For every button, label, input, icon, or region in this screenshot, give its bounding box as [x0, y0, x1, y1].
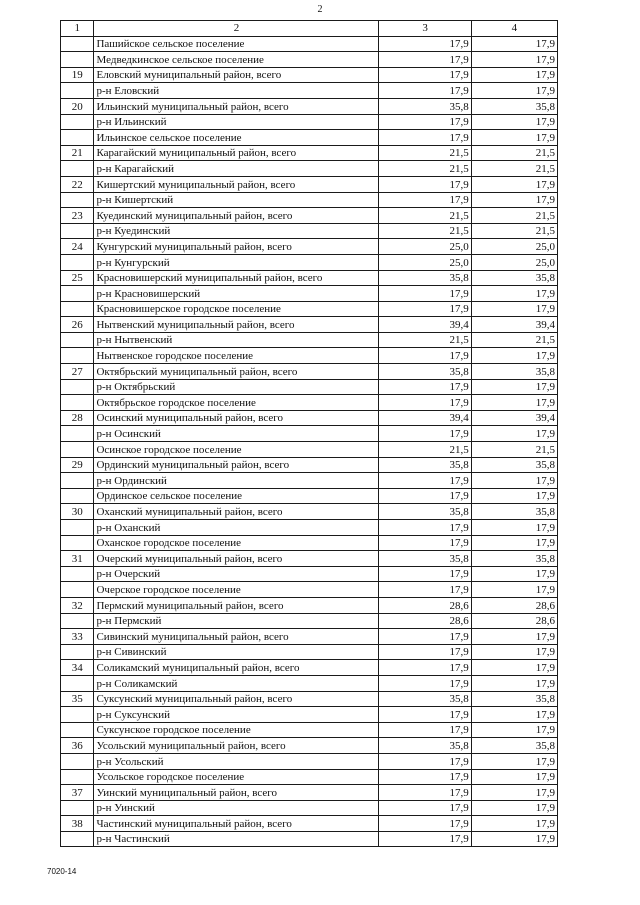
row-number — [61, 83, 94, 99]
value-col-4: 17,9 — [471, 301, 557, 317]
value-col-3: 17,9 — [379, 582, 471, 598]
value-col-4: 17,9 — [471, 785, 557, 801]
value-col-3: 28,6 — [379, 597, 471, 613]
value-col-3: 17,9 — [379, 176, 471, 192]
table-row — [61, 738, 558, 754]
table-row — [61, 208, 558, 224]
value-col-4: 17,9 — [471, 707, 557, 723]
table-row — [61, 831, 558, 847]
row-number: 24 — [61, 239, 94, 255]
table-row — [61, 675, 558, 691]
row-number — [61, 800, 94, 816]
page-number: 2 — [317, 4, 323, 15]
value-col-4: 21,5 — [471, 442, 557, 458]
row-number — [61, 223, 94, 239]
row-number — [61, 286, 94, 302]
territory-name: Оханское городское поселение — [94, 535, 379, 551]
territory-name: Суксунский муниципальный район, всего — [94, 691, 379, 707]
territory-name: р-н Пермский — [94, 613, 379, 629]
territory-name: р-н Усольский — [94, 753, 379, 769]
table-row — [61, 722, 558, 738]
value-col-4: 17,9 — [471, 800, 557, 816]
table-row — [61, 566, 558, 582]
row-number — [61, 130, 94, 146]
value-col-3: 17,9 — [379, 52, 471, 68]
value-col-4: 17,9 — [471, 816, 557, 832]
table-row — [61, 816, 558, 832]
row-number — [61, 52, 94, 68]
territory-name: р-н Сивинский — [94, 644, 379, 660]
table-row — [61, 52, 558, 68]
value-col-3: 35,8 — [379, 364, 471, 380]
row-number — [61, 332, 94, 348]
row-number — [61, 520, 94, 536]
value-col-3: 17,9 — [379, 488, 471, 504]
territory-name: р-н Соликамский — [94, 675, 379, 691]
territory-name: Еловский муниципальный район, всего — [94, 67, 379, 83]
row-number: 38 — [61, 816, 94, 832]
table-row — [61, 691, 558, 707]
table-row — [61, 551, 558, 567]
value-col-3: 17,9 — [379, 520, 471, 536]
row-number — [61, 582, 94, 598]
table-row — [61, 254, 558, 270]
territory-name: Ильинское сельское поселение — [94, 130, 379, 146]
value-col-4: 17,9 — [471, 473, 557, 489]
territory-name: Очерское городское поселение — [94, 582, 379, 598]
value-col-4: 17,9 — [471, 286, 557, 302]
header-col-2: 2 — [94, 21, 379, 37]
row-number: 34 — [61, 660, 94, 676]
value-col-3: 17,9 — [379, 348, 471, 364]
row-number — [61, 535, 94, 551]
table-row — [61, 364, 558, 380]
table-row — [61, 660, 558, 676]
value-col-3: 17,9 — [379, 192, 471, 208]
document-code: 7020-14 — [47, 867, 77, 876]
territory-name: Нытвенский муниципальный район, всего — [94, 317, 379, 333]
row-number — [61, 488, 94, 504]
territory-name: Октябрьское городское поселение — [94, 395, 379, 411]
table-row — [61, 582, 558, 598]
row-number — [61, 114, 94, 130]
row-number — [61, 675, 94, 691]
table-row — [61, 98, 558, 114]
table-row — [61, 395, 558, 411]
territory-name: р-н Еловский — [94, 83, 379, 99]
value-col-4: 17,9 — [471, 831, 557, 847]
value-col-4: 17,9 — [471, 769, 557, 785]
row-number — [61, 301, 94, 317]
value-col-3: 17,9 — [379, 644, 471, 660]
value-col-3: 21,5 — [379, 208, 471, 224]
value-col-3: 35,8 — [379, 270, 471, 286]
territory-name: Ординский муниципальный район, всего — [94, 457, 379, 473]
value-col-3: 17,9 — [379, 83, 471, 99]
header-col-1: 1 — [61, 21, 94, 37]
value-col-3: 35,8 — [379, 457, 471, 473]
table-row — [61, 597, 558, 613]
value-col-3: 17,9 — [379, 130, 471, 146]
territory-name: р-н Кишертский — [94, 192, 379, 208]
value-col-4: 17,9 — [471, 722, 557, 738]
value-col-4: 17,9 — [471, 488, 557, 504]
value-col-3: 17,9 — [379, 395, 471, 411]
territory-name: Сивинский муниципальный район, всего — [94, 629, 379, 645]
territory-name: Ординское сельское поселение — [94, 488, 379, 504]
value-col-3: 17,9 — [379, 831, 471, 847]
value-col-3: 17,9 — [379, 114, 471, 130]
row-number: 30 — [61, 504, 94, 520]
value-col-3: 25,0 — [379, 239, 471, 255]
value-col-3: 35,8 — [379, 551, 471, 567]
table-row — [61, 629, 558, 645]
territory-name: Медведкинское сельское поселение — [94, 52, 379, 68]
value-col-4: 17,9 — [471, 660, 557, 676]
row-number: 20 — [61, 98, 94, 114]
row-number: 29 — [61, 457, 94, 473]
territory-name: р-н Нытвенский — [94, 332, 379, 348]
row-number — [61, 395, 94, 411]
value-col-4: 35,8 — [471, 738, 557, 754]
value-col-3: 21,5 — [379, 161, 471, 177]
table-row — [61, 410, 558, 426]
row-number — [61, 722, 94, 738]
table-row — [61, 442, 558, 458]
table-row — [61, 348, 558, 364]
value-col-4: 17,9 — [471, 629, 557, 645]
table-row — [61, 161, 558, 177]
table-row — [61, 753, 558, 769]
territory-name: р-н Частинский — [94, 831, 379, 847]
table-row — [61, 379, 558, 395]
territory-name: р-н Уинский — [94, 800, 379, 816]
value-col-4: 17,9 — [471, 36, 557, 52]
table-row — [61, 613, 558, 629]
value-col-3: 35,8 — [379, 691, 471, 707]
territory-name: Пашийское сельское поселение — [94, 36, 379, 52]
row-number: 26 — [61, 317, 94, 333]
table-row — [61, 67, 558, 83]
value-col-4: 17,9 — [471, 130, 557, 146]
row-number — [61, 36, 94, 52]
value-col-4: 21,5 — [471, 223, 557, 239]
value-col-3: 21,5 — [379, 332, 471, 348]
value-col-3: 35,8 — [379, 98, 471, 114]
value-col-4: 17,9 — [471, 192, 557, 208]
territory-name: Оханский муниципальный район, всего — [94, 504, 379, 520]
value-col-4: 28,6 — [471, 597, 557, 613]
value-col-4: 17,9 — [471, 426, 557, 442]
value-col-3: 17,9 — [379, 301, 471, 317]
value-col-4: 39,4 — [471, 317, 557, 333]
value-col-4: 17,9 — [471, 348, 557, 364]
value-col-4: 17,9 — [471, 535, 557, 551]
table-row — [61, 488, 558, 504]
value-col-4: 28,6 — [471, 613, 557, 629]
table-row — [61, 317, 558, 333]
value-col-3: 17,9 — [379, 535, 471, 551]
territory-name: Куединский муниципальный район, всего — [94, 208, 379, 224]
territory-name: Осинский муниципальный район, всего — [94, 410, 379, 426]
territory-name: Красновишерское городское поселение — [94, 301, 379, 317]
row-number — [61, 473, 94, 489]
row-number — [61, 426, 94, 442]
value-col-3: 17,9 — [379, 769, 471, 785]
value-col-3: 21,5 — [379, 442, 471, 458]
value-col-4: 17,9 — [471, 395, 557, 411]
value-col-3: 17,9 — [379, 286, 471, 302]
value-col-3: 39,4 — [379, 410, 471, 426]
value-col-4: 17,9 — [471, 644, 557, 660]
territory-name: Октябрьский муниципальный район, всего — [94, 364, 379, 380]
territory-name: Суксунское городское поселение — [94, 722, 379, 738]
territory-name: Усольский муниципальный район, всего — [94, 738, 379, 754]
row-number — [61, 769, 94, 785]
territory-name: р-н Ильинский — [94, 114, 379, 130]
value-col-4: 21,5 — [471, 161, 557, 177]
value-col-3: 17,9 — [379, 67, 471, 83]
value-col-3: 17,9 — [379, 426, 471, 442]
territory-name: р-н Красновишерский — [94, 286, 379, 302]
value-col-3: 17,9 — [379, 800, 471, 816]
row-number: 33 — [61, 629, 94, 645]
value-col-4: 17,9 — [471, 582, 557, 598]
value-col-3: 17,9 — [379, 785, 471, 801]
table-row — [61, 785, 558, 801]
row-number — [61, 566, 94, 582]
table-row — [61, 707, 558, 723]
row-number — [61, 753, 94, 769]
territory-name: Пермский муниципальный район, всего — [94, 597, 379, 613]
value-col-4: 17,9 — [471, 114, 557, 130]
row-number — [61, 348, 94, 364]
value-col-4: 21,5 — [471, 208, 557, 224]
table-row — [61, 239, 558, 255]
territory-name: Осинское городское поселение — [94, 442, 379, 458]
value-col-4: 17,9 — [471, 566, 557, 582]
value-col-3: 17,9 — [379, 722, 471, 738]
value-col-4: 35,8 — [471, 691, 557, 707]
row-number: 19 — [61, 67, 94, 83]
territory-name: Карагайский муниципальный район, всего — [94, 145, 379, 161]
table-row — [61, 473, 558, 489]
table-row — [61, 192, 558, 208]
table-row — [61, 457, 558, 473]
value-col-4: 17,9 — [471, 520, 557, 536]
value-col-3: 17,9 — [379, 660, 471, 676]
row-number: 25 — [61, 270, 94, 286]
row-number: 36 — [61, 738, 94, 754]
table-row — [61, 504, 558, 520]
value-col-4: 35,8 — [471, 504, 557, 520]
value-col-4: 17,9 — [471, 176, 557, 192]
table-row — [61, 223, 558, 239]
value-col-4: 39,4 — [471, 410, 557, 426]
territory-name: Соликамский муниципальный район, всего — [94, 660, 379, 676]
territory-name: Нытвенское городское поселение — [94, 348, 379, 364]
row-number: 37 — [61, 785, 94, 801]
value-col-4: 17,9 — [471, 67, 557, 83]
table-row — [61, 114, 558, 130]
row-number — [61, 442, 94, 458]
value-col-4: 35,8 — [471, 457, 557, 473]
row-number: 23 — [61, 208, 94, 224]
value-col-4: 35,8 — [471, 551, 557, 567]
value-col-4: 17,9 — [471, 753, 557, 769]
row-number: 32 — [61, 597, 94, 613]
territory-name: Кунгурский муниципальный район, всего — [94, 239, 379, 255]
value-col-4: 35,8 — [471, 270, 557, 286]
row-number: 28 — [61, 410, 94, 426]
value-col-3: 35,8 — [379, 504, 471, 520]
row-number: 22 — [61, 176, 94, 192]
table-row — [61, 644, 558, 660]
value-col-3: 28,6 — [379, 613, 471, 629]
value-col-3: 17,9 — [379, 675, 471, 691]
value-col-4: 17,9 — [471, 379, 557, 395]
territory-name: Частинский муниципальный район, всего — [94, 816, 379, 832]
value-col-3: 17,9 — [379, 707, 471, 723]
territory-name: р-н Карагайский — [94, 161, 379, 177]
row-number: 31 — [61, 551, 94, 567]
row-number — [61, 644, 94, 660]
territory-name: р-н Куединский — [94, 223, 379, 239]
territory-name: Очерский муниципальный район, всего — [94, 551, 379, 567]
table-header-row — [61, 21, 558, 37]
table-row — [61, 83, 558, 99]
value-col-4: 25,0 — [471, 254, 557, 270]
table-row — [61, 520, 558, 536]
territory-name: р-н Осинский — [94, 426, 379, 442]
territory-name: Кишертский муниципальный район, всего — [94, 176, 379, 192]
table-row — [61, 301, 558, 317]
value-col-3: 17,9 — [379, 473, 471, 489]
territory-name: р-н Ординский — [94, 473, 379, 489]
value-col-4: 35,8 — [471, 98, 557, 114]
territory-name: р-н Суксунский — [94, 707, 379, 723]
territory-name: р-н Октябрьский — [94, 379, 379, 395]
table-row — [61, 130, 558, 146]
value-col-3: 17,9 — [379, 566, 471, 582]
territory-name: р-н Кунгурский — [94, 254, 379, 270]
row-number — [61, 831, 94, 847]
table-row — [61, 145, 558, 161]
value-col-4: 35,8 — [471, 364, 557, 380]
value-col-3: 21,5 — [379, 223, 471, 239]
value-col-3: 17,9 — [379, 816, 471, 832]
table-row — [61, 286, 558, 302]
table-row — [61, 535, 558, 551]
value-col-3: 35,8 — [379, 738, 471, 754]
value-col-4: 17,9 — [471, 83, 557, 99]
header-col-3: 3 — [379, 21, 471, 37]
row-number — [61, 707, 94, 723]
row-number — [61, 192, 94, 208]
value-col-3: 21,5 — [379, 145, 471, 161]
territory-name: р-н Оханский — [94, 520, 379, 536]
row-number — [61, 161, 94, 177]
value-col-4: 17,9 — [471, 675, 557, 691]
value-col-4: 21,5 — [471, 332, 557, 348]
allocation-table — [60, 20, 558, 847]
value-col-4: 21,5 — [471, 145, 557, 161]
value-col-3: 25,0 — [379, 254, 471, 270]
value-col-3: 17,9 — [379, 379, 471, 395]
value-col-3: 17,9 — [379, 629, 471, 645]
row-number — [61, 254, 94, 270]
table-row — [61, 426, 558, 442]
table-row — [61, 332, 558, 348]
table-row — [61, 176, 558, 192]
territory-name: р-н Очерский — [94, 566, 379, 582]
territory-name: Ильинский муниципальный район, всего — [94, 98, 379, 114]
territory-name: Уинский муниципальный район, всего — [94, 785, 379, 801]
table-row — [61, 270, 558, 286]
row-number: 21 — [61, 145, 94, 161]
table-row — [61, 769, 558, 785]
value-col-4: 25,0 — [471, 239, 557, 255]
value-col-3: 17,9 — [379, 753, 471, 769]
table-row — [61, 800, 558, 816]
value-col-4: 17,9 — [471, 52, 557, 68]
value-col-3: 39,4 — [379, 317, 471, 333]
territory-name: Красновишерский муниципальный район, всего — [94, 270, 379, 286]
row-number: 35 — [61, 691, 94, 707]
header-col-4: 4 — [471, 21, 557, 37]
value-col-3: 17,9 — [379, 36, 471, 52]
territory-name: Усольское городское поселение — [94, 769, 379, 785]
row-number — [61, 613, 94, 629]
table-row — [61, 36, 558, 52]
row-number: 27 — [61, 364, 94, 380]
row-number — [61, 379, 94, 395]
